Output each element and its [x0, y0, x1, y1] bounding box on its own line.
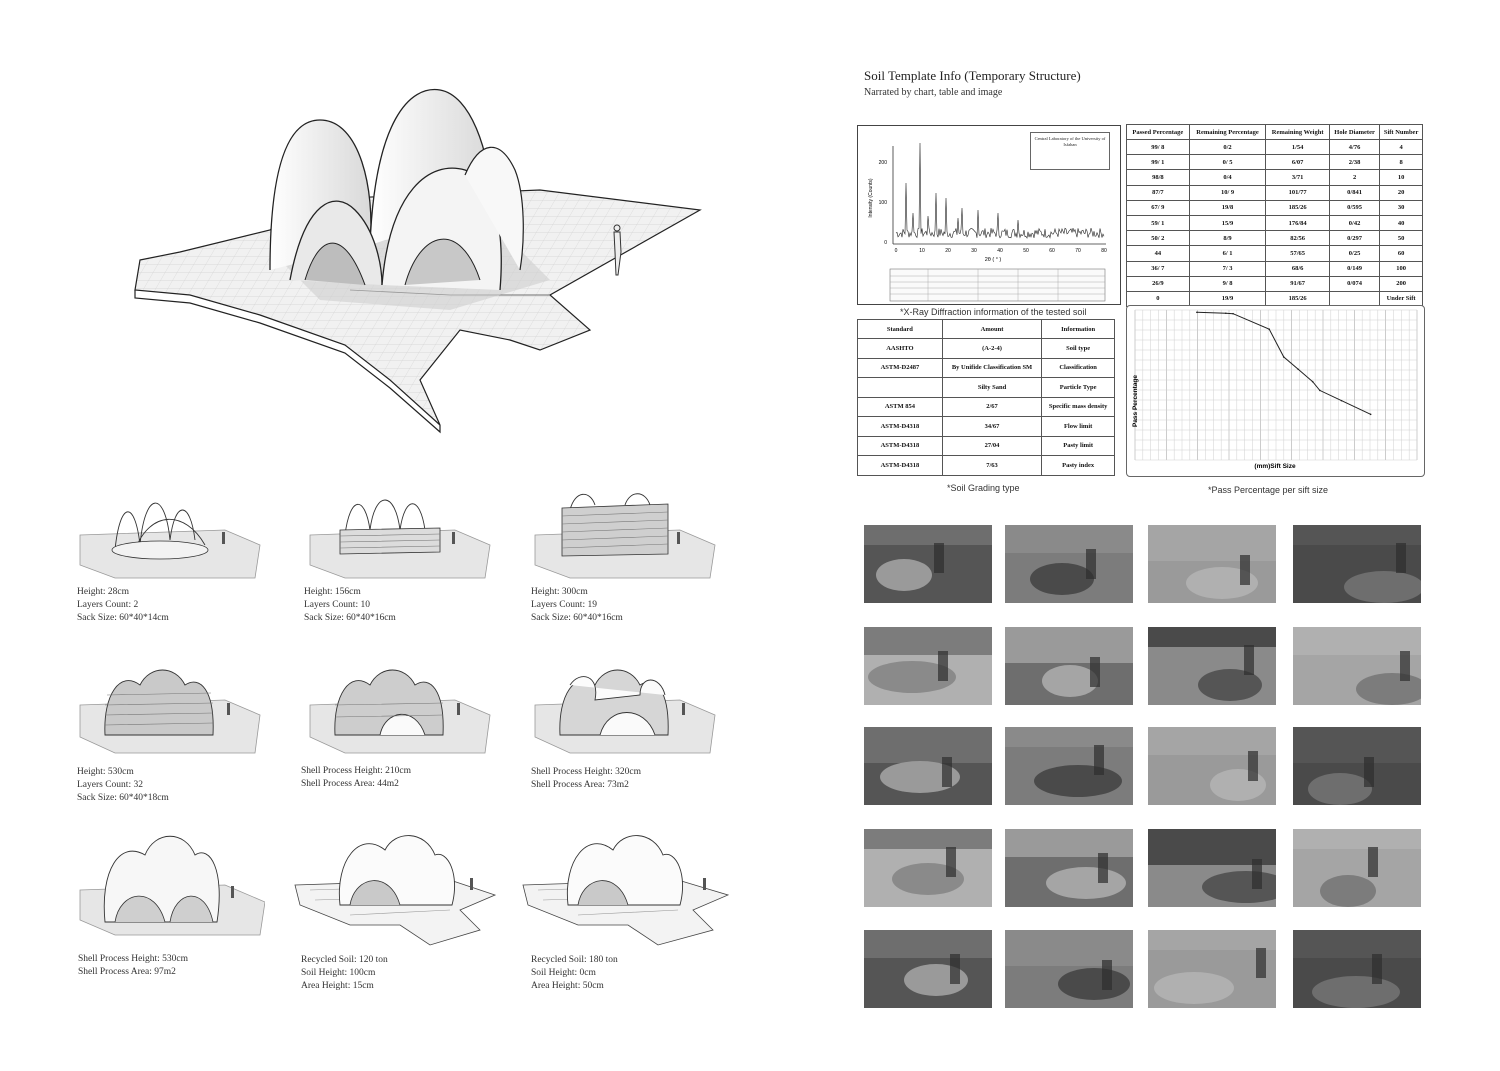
- construction-photo: [1293, 727, 1421, 805]
- table-cell: 0/149: [1329, 261, 1379, 276]
- xrd-x-tick: 50: [1023, 248, 1029, 254]
- construction-photo: [1148, 930, 1276, 1008]
- table-row: [1127, 276, 1423, 291]
- stage-7-line-1: Shell Process Height: 530cm: [78, 954, 189, 964]
- construction-photo: [864, 727, 992, 805]
- stage-6-model: [530, 665, 720, 755]
- construction-photo: [1148, 525, 1276, 603]
- table-cell: 40: [1380, 215, 1423, 230]
- table-cell: 0/25: [1329, 246, 1379, 261]
- table-cell: 4: [1380, 140, 1423, 155]
- construction-photo: [1005, 930, 1133, 1008]
- table-cell: Flow limit: [1042, 417, 1115, 437]
- table-cell: 0/841: [1329, 185, 1379, 200]
- table-row: [858, 417, 1115, 437]
- xrd-xlabel: 2θ ( ° ): [984, 257, 1002, 263]
- stage-6-caption: [531, 766, 641, 792]
- construction-photo: [1005, 525, 1133, 603]
- construction-photo: [1293, 627, 1421, 705]
- table-cell: ASTM 854: [858, 397, 943, 417]
- table-cell: AASHTO: [858, 339, 943, 359]
- table-cell: 0/ 5: [1189, 155, 1266, 170]
- stage-9-model: [518, 830, 733, 950]
- stage-9-line-2: Soil Height: 0cm: [531, 968, 596, 978]
- soil-info-subtitle: Narrated by chart, table and image: [864, 87, 1003, 98]
- construction-photo: [1005, 627, 1133, 705]
- pass-point: [1297, 368, 1299, 370]
- xrd-x-tick: 70: [1075, 248, 1081, 254]
- stage-1-model: [75, 490, 265, 580]
- table-cell: 101/77: [1266, 185, 1330, 200]
- table-row: [1127, 170, 1423, 185]
- table-cell: 200: [1380, 276, 1423, 291]
- stage-5-line-1: Shell Process Height: 210cm: [301, 766, 412, 776]
- table-cell: 57/65: [1266, 246, 1330, 261]
- table-cell: 19/9: [1189, 291, 1266, 306]
- table-cell: 10/ 9: [1189, 185, 1266, 200]
- construction-photo: [1293, 525, 1421, 603]
- table-cell: 26/9: [1127, 276, 1190, 291]
- table-cell: Pasty limit: [1042, 436, 1115, 456]
- table-cell: 2/38: [1329, 155, 1379, 170]
- table-cell: 67/ 9: [1127, 200, 1190, 215]
- table-cell: 87/7: [1127, 185, 1190, 200]
- grading-header-3: Information: [1042, 320, 1115, 339]
- stage-2-model: [305, 490, 495, 580]
- xrd-x-tick: 20: [945, 248, 951, 254]
- table-cell: 7/ 3: [1189, 261, 1266, 276]
- stage-4-line-1: Height: 530cm: [77, 767, 134, 777]
- table-cell: 19/8: [1189, 200, 1266, 215]
- table-cell: 30: [1380, 200, 1423, 215]
- stage-6-line-2: Shell Process Area: 73m2: [531, 780, 629, 790]
- grading-header-2: Amount: [942, 320, 1041, 339]
- pass-point: [1312, 381, 1314, 383]
- stage-8-line-3: Area Height: 15cm: [301, 981, 374, 991]
- table-cell: 8: [1380, 155, 1423, 170]
- pass-point: [1319, 390, 1321, 392]
- pass-point: [1283, 356, 1285, 358]
- construction-photo: [1293, 829, 1421, 907]
- table-row: [858, 397, 1115, 417]
- table-row: [858, 456, 1115, 476]
- table-cell: Soil type: [1042, 339, 1115, 359]
- table-row: [858, 436, 1115, 456]
- table-cell: 7/63: [942, 456, 1041, 476]
- stage-7-line-2: Shell Process Area: 97m2: [78, 967, 176, 977]
- pass-chart-ylabel: Pass Percentage: [1132, 374, 1139, 428]
- table-cell: 2: [1329, 170, 1379, 185]
- sieve-header-2: Remaining Percentage: [1189, 125, 1266, 140]
- stage-8-line-1: Recycled Soil: 120 ton: [301, 955, 388, 965]
- table-cell: 100: [1380, 261, 1423, 276]
- table-cell: 0/595: [1329, 200, 1379, 215]
- table-cell: 0/297: [1329, 231, 1379, 246]
- stage-2-line-3: Sack Size: 60*40*16cm: [304, 613, 396, 623]
- stage-7-model: [75, 830, 265, 940]
- table-cell: 9/ 8: [1189, 276, 1266, 291]
- table-cell: 60: [1380, 246, 1423, 261]
- sieve-table: [1126, 124, 1423, 307]
- xrd-ytick-0: 0: [884, 240, 887, 246]
- pass-chart-grid: [1135, 310, 1417, 460]
- xrd-x-tick: 30: [971, 248, 977, 254]
- stage-2-line-2: Layers Count: 10: [304, 600, 370, 610]
- sieve-header-4: Hole Diameter: [1329, 125, 1379, 140]
- table-row: [1127, 140, 1423, 155]
- grading-caption: *Soil Grading type: [947, 483, 1020, 493]
- stage-4-line-3: Sack Size: 60*40*18cm: [77, 793, 169, 803]
- table-cell: Particle Type: [1042, 378, 1115, 398]
- stage-3-line-1: Height: 300cm: [531, 587, 588, 597]
- pass-point: [1232, 313, 1234, 315]
- stage-8-caption: [301, 954, 388, 993]
- table-cell: 0/4: [1189, 170, 1266, 185]
- main-shell-perspective: [120, 80, 720, 440]
- table-row: [1127, 215, 1423, 230]
- stage-9-line-1: Recycled Soil: 180 ton: [531, 955, 618, 965]
- table-cell: 4/76: [1329, 140, 1379, 155]
- construction-photo: [1293, 930, 1421, 1008]
- grading-header-1: Standard: [858, 320, 943, 339]
- table-cell: 185/26: [1266, 291, 1330, 306]
- table-cell: By Unifide Classification SM: [942, 358, 1041, 378]
- xrd-plot: [858, 126, 1120, 304]
- table-cell: 36/ 7: [1127, 261, 1190, 276]
- stage-3-caption: [531, 586, 623, 625]
- pass-point: [1370, 414, 1372, 416]
- sieve-header-1: Passed Percentage: [1127, 125, 1190, 140]
- table-cell: 6/07: [1266, 155, 1330, 170]
- table-cell: 3/71: [1266, 170, 1330, 185]
- table-cell: 34/67: [942, 417, 1041, 437]
- table-cell: [858, 378, 943, 398]
- table-cell: 10: [1380, 170, 1423, 185]
- stage-3-line-3: Sack Size: 60*40*16cm: [531, 613, 623, 623]
- table-cell: 0/2: [1189, 140, 1266, 155]
- pass-point: [1196, 311, 1198, 313]
- table-cell: 0/074: [1329, 276, 1379, 291]
- table-cell: (A-2-4): [942, 339, 1041, 359]
- table-cell: 59/ 1: [1127, 215, 1190, 230]
- table-row: [1127, 185, 1423, 200]
- stage-5-caption: [301, 765, 411, 791]
- table-cell: Specific mass density: [1042, 397, 1115, 417]
- xrd-ytick-200: 200: [878, 160, 887, 166]
- table-cell: 2/67: [942, 397, 1041, 417]
- table-cell: ASTM-D4318: [858, 456, 943, 476]
- sieve-header-3: Remaining Weight: [1266, 125, 1330, 140]
- construction-photo: [1148, 627, 1276, 705]
- table-cell: 0/42: [1329, 215, 1379, 230]
- construction-photo: [1148, 829, 1276, 907]
- xrd-x-tick: 40: [997, 248, 1003, 254]
- construction-photo: [1005, 829, 1133, 907]
- table-row: [858, 378, 1115, 398]
- table-cell: 50/ 2: [1127, 231, 1190, 246]
- stage-8-line-2: Soil Height: 100cm: [301, 968, 376, 978]
- table-cell: ASTM-D4318: [858, 417, 943, 437]
- xrd-x-tick: 0: [894, 248, 898, 254]
- pass-chart-xlabel: (mm)Sift Size: [1254, 463, 1296, 470]
- table-cell: ASTM-D4318: [858, 436, 943, 456]
- stage-9-caption: [531, 954, 618, 993]
- soil-info-title: Soil Template Info (Temporary Structure): [864, 68, 1081, 83]
- stage-4-line-2: Layers Count: 32: [77, 780, 143, 790]
- stage-2-line-1: Height: 156cm: [304, 587, 361, 597]
- table-row: [1127, 231, 1423, 246]
- table-cell: 27/04: [942, 436, 1041, 456]
- pass-point: [1341, 400, 1343, 402]
- stage-1-line-2: Layers Count: 2: [77, 600, 139, 610]
- table-cell: 20: [1380, 185, 1423, 200]
- table-cell: 15/9: [1189, 215, 1266, 230]
- sieve-header-5: Sift Number: [1380, 125, 1423, 140]
- xrd-ytick-100: 100: [878, 200, 887, 206]
- table-cell: 82/56: [1266, 231, 1330, 246]
- table-row: [1127, 155, 1423, 170]
- xrd-lab-name: Central Laboratory of the University of Isfahan: [1034, 136, 1106, 147]
- construction-photo: [864, 525, 992, 603]
- stage-2-caption: [304, 586, 396, 625]
- table-row: [858, 339, 1115, 359]
- xrd-x-ticks: [895, 248, 1107, 254]
- xrd-x-tick: 80: [1101, 248, 1107, 254]
- xrd-panel: [857, 125, 1121, 305]
- table-cell: 8/9: [1189, 231, 1266, 246]
- table-cell: 6/ 1: [1189, 246, 1266, 261]
- stage-1-line-1: Height: 28cm: [77, 587, 129, 597]
- stage-7-caption: [78, 953, 188, 979]
- table-cell: Silty Sand: [942, 378, 1041, 398]
- xrd-x-tick: 60: [1049, 248, 1055, 254]
- table-row: [858, 358, 1115, 378]
- table-cell: 99/ 1: [1127, 155, 1190, 170]
- construction-photo: [864, 829, 992, 907]
- table-cell: 176/84: [1266, 215, 1330, 230]
- stage-6-line-1: Shell Process Height: 320cm: [531, 767, 642, 777]
- table-cell: 0: [1127, 291, 1190, 306]
- stage-9-line-3: Area Height: 50cm: [531, 981, 604, 991]
- stage-5-line-2: Shell Process Area: 44m2: [301, 779, 399, 789]
- table-cell: Classification: [1042, 358, 1115, 378]
- stage-5-model: [305, 665, 495, 755]
- table-cell: Pasty index: [1042, 456, 1115, 476]
- grading-table-header-row: [858, 320, 1115, 339]
- construction-photo: [864, 627, 992, 705]
- table-cell: 44: [1127, 246, 1190, 261]
- stage-4-model: [75, 665, 265, 755]
- xrd-ylabel: Intensity (Counts): [868, 178, 874, 218]
- pass-point: [1268, 328, 1270, 330]
- table-cell: 185/26: [1266, 200, 1330, 215]
- xrd-caption: *X-Ray Diffraction information of the tested soil: [900, 307, 1087, 317]
- table-cell: 1/54: [1266, 140, 1330, 155]
- sieve-table-header-row: [1127, 125, 1423, 140]
- construction-photo: [1005, 727, 1133, 805]
- table-row: [1127, 261, 1423, 276]
- pass-point: [1225, 312, 1227, 314]
- pass-chart: [1127, 306, 1424, 476]
- table-row: [1127, 246, 1423, 261]
- xrd-trace: [896, 143, 1104, 238]
- stage-3-line-2: Layers Count: 19: [531, 600, 597, 610]
- table-cell: 68/6: [1266, 261, 1330, 276]
- table-cell: 91/67: [1266, 276, 1330, 291]
- stage-4-caption: [77, 766, 169, 805]
- grading-table: [857, 319, 1115, 476]
- xrd-x-tick: 10: [919, 248, 925, 254]
- stage-8-model: [290, 830, 500, 950]
- stage-1-caption: [77, 586, 169, 625]
- construction-photo: [864, 930, 992, 1008]
- stage-1-line-3: Sack Size: 60*40*14cm: [77, 613, 169, 623]
- table-cell: ASTM-D2487: [858, 358, 943, 378]
- pass-chart-panel: [1126, 305, 1425, 477]
- table-cell: Under Sift: [1380, 291, 1423, 306]
- table-cell: 98/8: [1127, 170, 1190, 185]
- stage-3-model: [530, 490, 720, 580]
- table-cell: 99/ 8: [1127, 140, 1190, 155]
- table-row: [1127, 200, 1423, 215]
- table-cell: 50: [1380, 231, 1423, 246]
- pass-chart-caption: *Pass Percentage per sift size: [1208, 485, 1329, 495]
- construction-photo: [1148, 727, 1276, 805]
